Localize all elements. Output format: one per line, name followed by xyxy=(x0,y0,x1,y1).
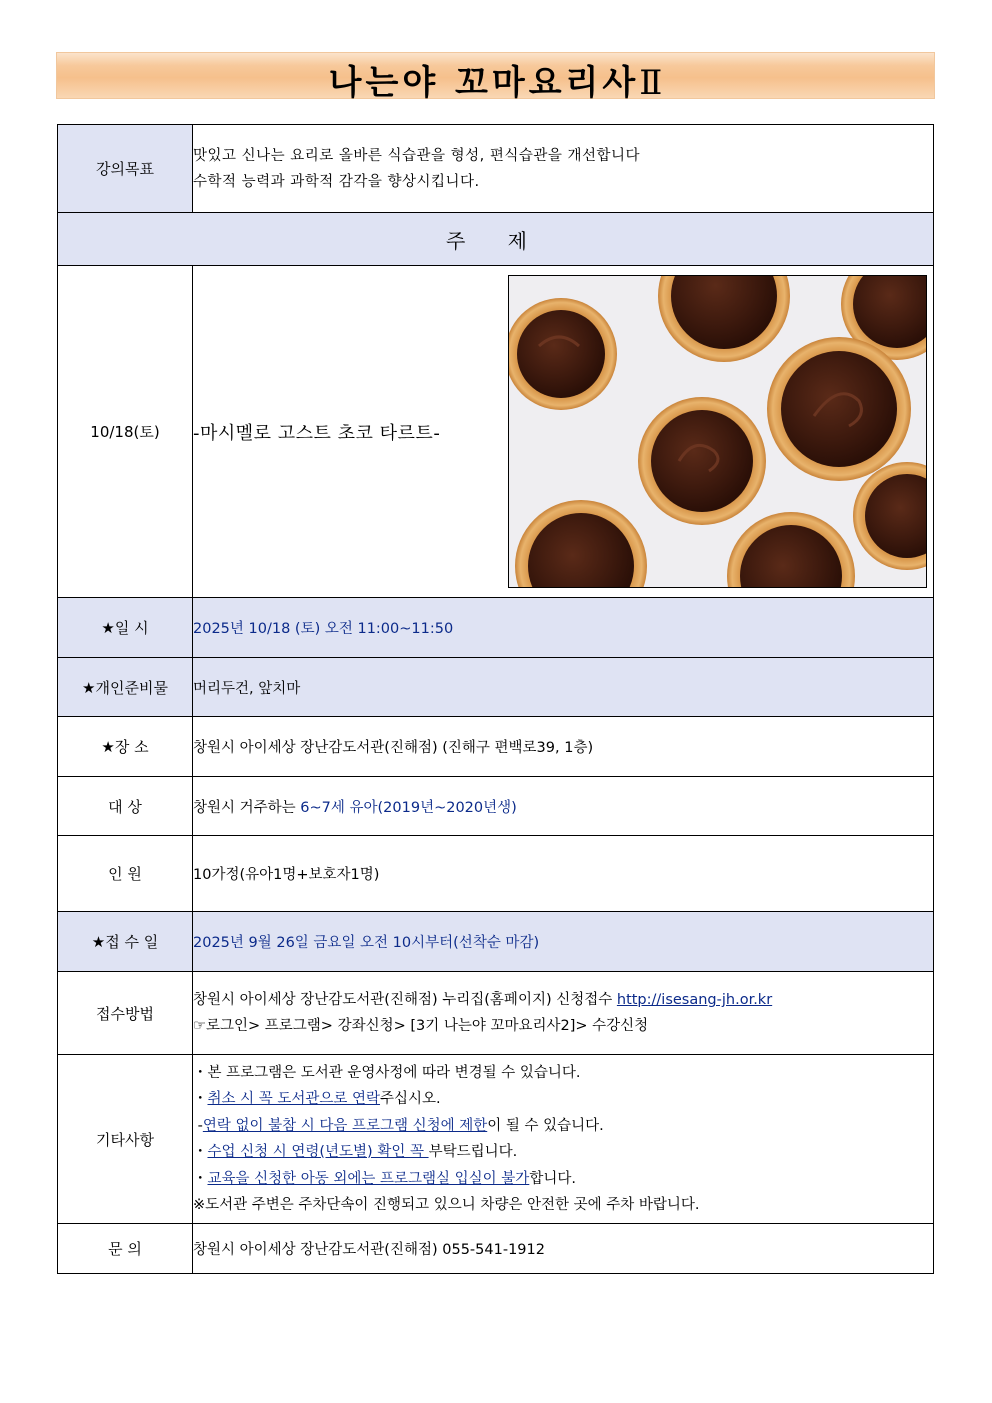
session-date: 10/18(토) xyxy=(58,266,193,598)
note-2-bullet: ・ xyxy=(193,1091,208,1107)
prep-label: ★개인준비물 xyxy=(58,658,193,717)
goal-label: 강의목표 xyxy=(58,125,193,213)
goal-line-1: 맛있고 신나는 요리로 올바른 식습관을 형성, 편식습관을 개선합니다 xyxy=(193,147,641,164)
note-2-underlined: 취소 시 꼭 도서관으로 연락 xyxy=(207,1091,381,1107)
tart-1 xyxy=(509,298,617,410)
homepage-link[interactable]: http://isesang-jh.or.kr xyxy=(616,992,773,1008)
note-5-bullet: ・ xyxy=(193,1170,208,1187)
contact-label: 문 의 xyxy=(58,1224,193,1274)
tart-5 xyxy=(767,337,911,481)
page-title xyxy=(57,55,934,104)
place-label: ★장 소 xyxy=(58,717,193,777)
note-3-dash: - xyxy=(193,1117,203,1134)
method-line-1 xyxy=(193,987,933,1013)
note-4 xyxy=(193,1139,933,1166)
schedule-value: 2025년 10/18 (토) 오전 11:00~11:50 xyxy=(193,598,934,658)
note-2-rest: 주십시오. xyxy=(380,1091,441,1107)
notes-content xyxy=(193,1055,934,1224)
note-4-bullet: ・ xyxy=(193,1144,208,1160)
capacity-row xyxy=(58,836,934,912)
note-3 xyxy=(193,1113,933,1140)
menu-title: -마시멜로 고스트 초코 타르트- xyxy=(193,422,441,444)
target-value xyxy=(193,777,934,836)
reception-row xyxy=(58,912,934,972)
target-prefix: 창원시 거주하는 xyxy=(193,799,301,816)
schedule-row xyxy=(58,598,934,658)
note-2 xyxy=(193,1086,933,1113)
place-row xyxy=(58,717,934,777)
prep-row xyxy=(58,658,934,717)
capacity-label: 인 원 xyxy=(58,836,193,912)
note-5-rest: 합니다. xyxy=(529,1170,576,1187)
target-highlight: 6~7세 유아(2019년~2020년생) xyxy=(300,799,517,816)
note-4-underlined: 수업 신청 시 연령(년도별) 확인 꼭 xyxy=(207,1144,429,1160)
target-row xyxy=(58,777,934,836)
theme-header: 주 제 xyxy=(58,213,934,266)
note-4-rest: 부탁드립니다. xyxy=(428,1144,518,1160)
goal-line-2: 수학적 능력과 과학적 감각을 향상시킵니다. xyxy=(193,173,480,190)
contact-row xyxy=(58,1224,934,1274)
method-prefix: 창원시 아이세상 장난감도서관(진해점) 누리집(홈페이지) 신청접수 xyxy=(193,992,617,1008)
tart-4 xyxy=(638,397,766,525)
goal-row xyxy=(58,125,934,213)
title-banner xyxy=(56,52,935,103)
reception-label: ★접 수 일 xyxy=(58,912,193,972)
note-6: ※도서관 주변은 주차단속이 진행되고 있으니 차량은 안전한 곳에 주차 바랍니다. xyxy=(193,1197,700,1213)
theme-row xyxy=(58,213,934,266)
chocolate-tart-photo xyxy=(508,275,927,588)
method-content xyxy=(193,972,934,1055)
note-5-underlined: 교육을 신청한 아동 외에는 프로그램실 입실이 불가 xyxy=(207,1170,530,1187)
notes-row xyxy=(58,1055,934,1224)
schedule-label: ★일 시 xyxy=(58,598,193,658)
method-label: 접수방법 xyxy=(58,972,193,1055)
notes-label: 기타사항 xyxy=(58,1055,193,1224)
page-title-main: 나는야 꼬마요리사 xyxy=(328,63,640,103)
page-title-roman: Ⅱ xyxy=(639,63,663,103)
target-label: 대 상 xyxy=(58,777,193,836)
capacity-value: 10가정(유아1명+보호자1명) xyxy=(193,836,934,912)
note-3-rest: 이 될 수 있습니다. xyxy=(487,1117,604,1134)
goal-content xyxy=(193,125,934,213)
note-3-underlined: 연락 없이 불참 시 다음 프로그램 신청에 제한 xyxy=(202,1117,488,1134)
method-row xyxy=(58,972,934,1055)
place-value: 창원시 아이세상 장난감도서관(진해점) (진해구 편백로39, 1층) xyxy=(193,717,934,777)
reception-value: 2025년 9월 26일 금요일 오전 10시부터(선착순 마감) xyxy=(193,912,934,972)
tart-illustration xyxy=(509,276,927,588)
method-line-2: ☞로그인> 프로그램> 강좌신청> [3기 나는야 꼬마요리사2]> 수강신청 xyxy=(193,1018,649,1034)
note-5 xyxy=(193,1166,933,1193)
contact-value: 창원시 아이세상 장난감도서관(진해점) 055-541-1912 xyxy=(193,1224,934,1274)
note-1: ・본 프로그램은 도서관 운영사정에 따라 변경될 수 있습니다. xyxy=(193,1064,581,1081)
prep-value: 머리두건, 앞치마 xyxy=(193,658,934,717)
